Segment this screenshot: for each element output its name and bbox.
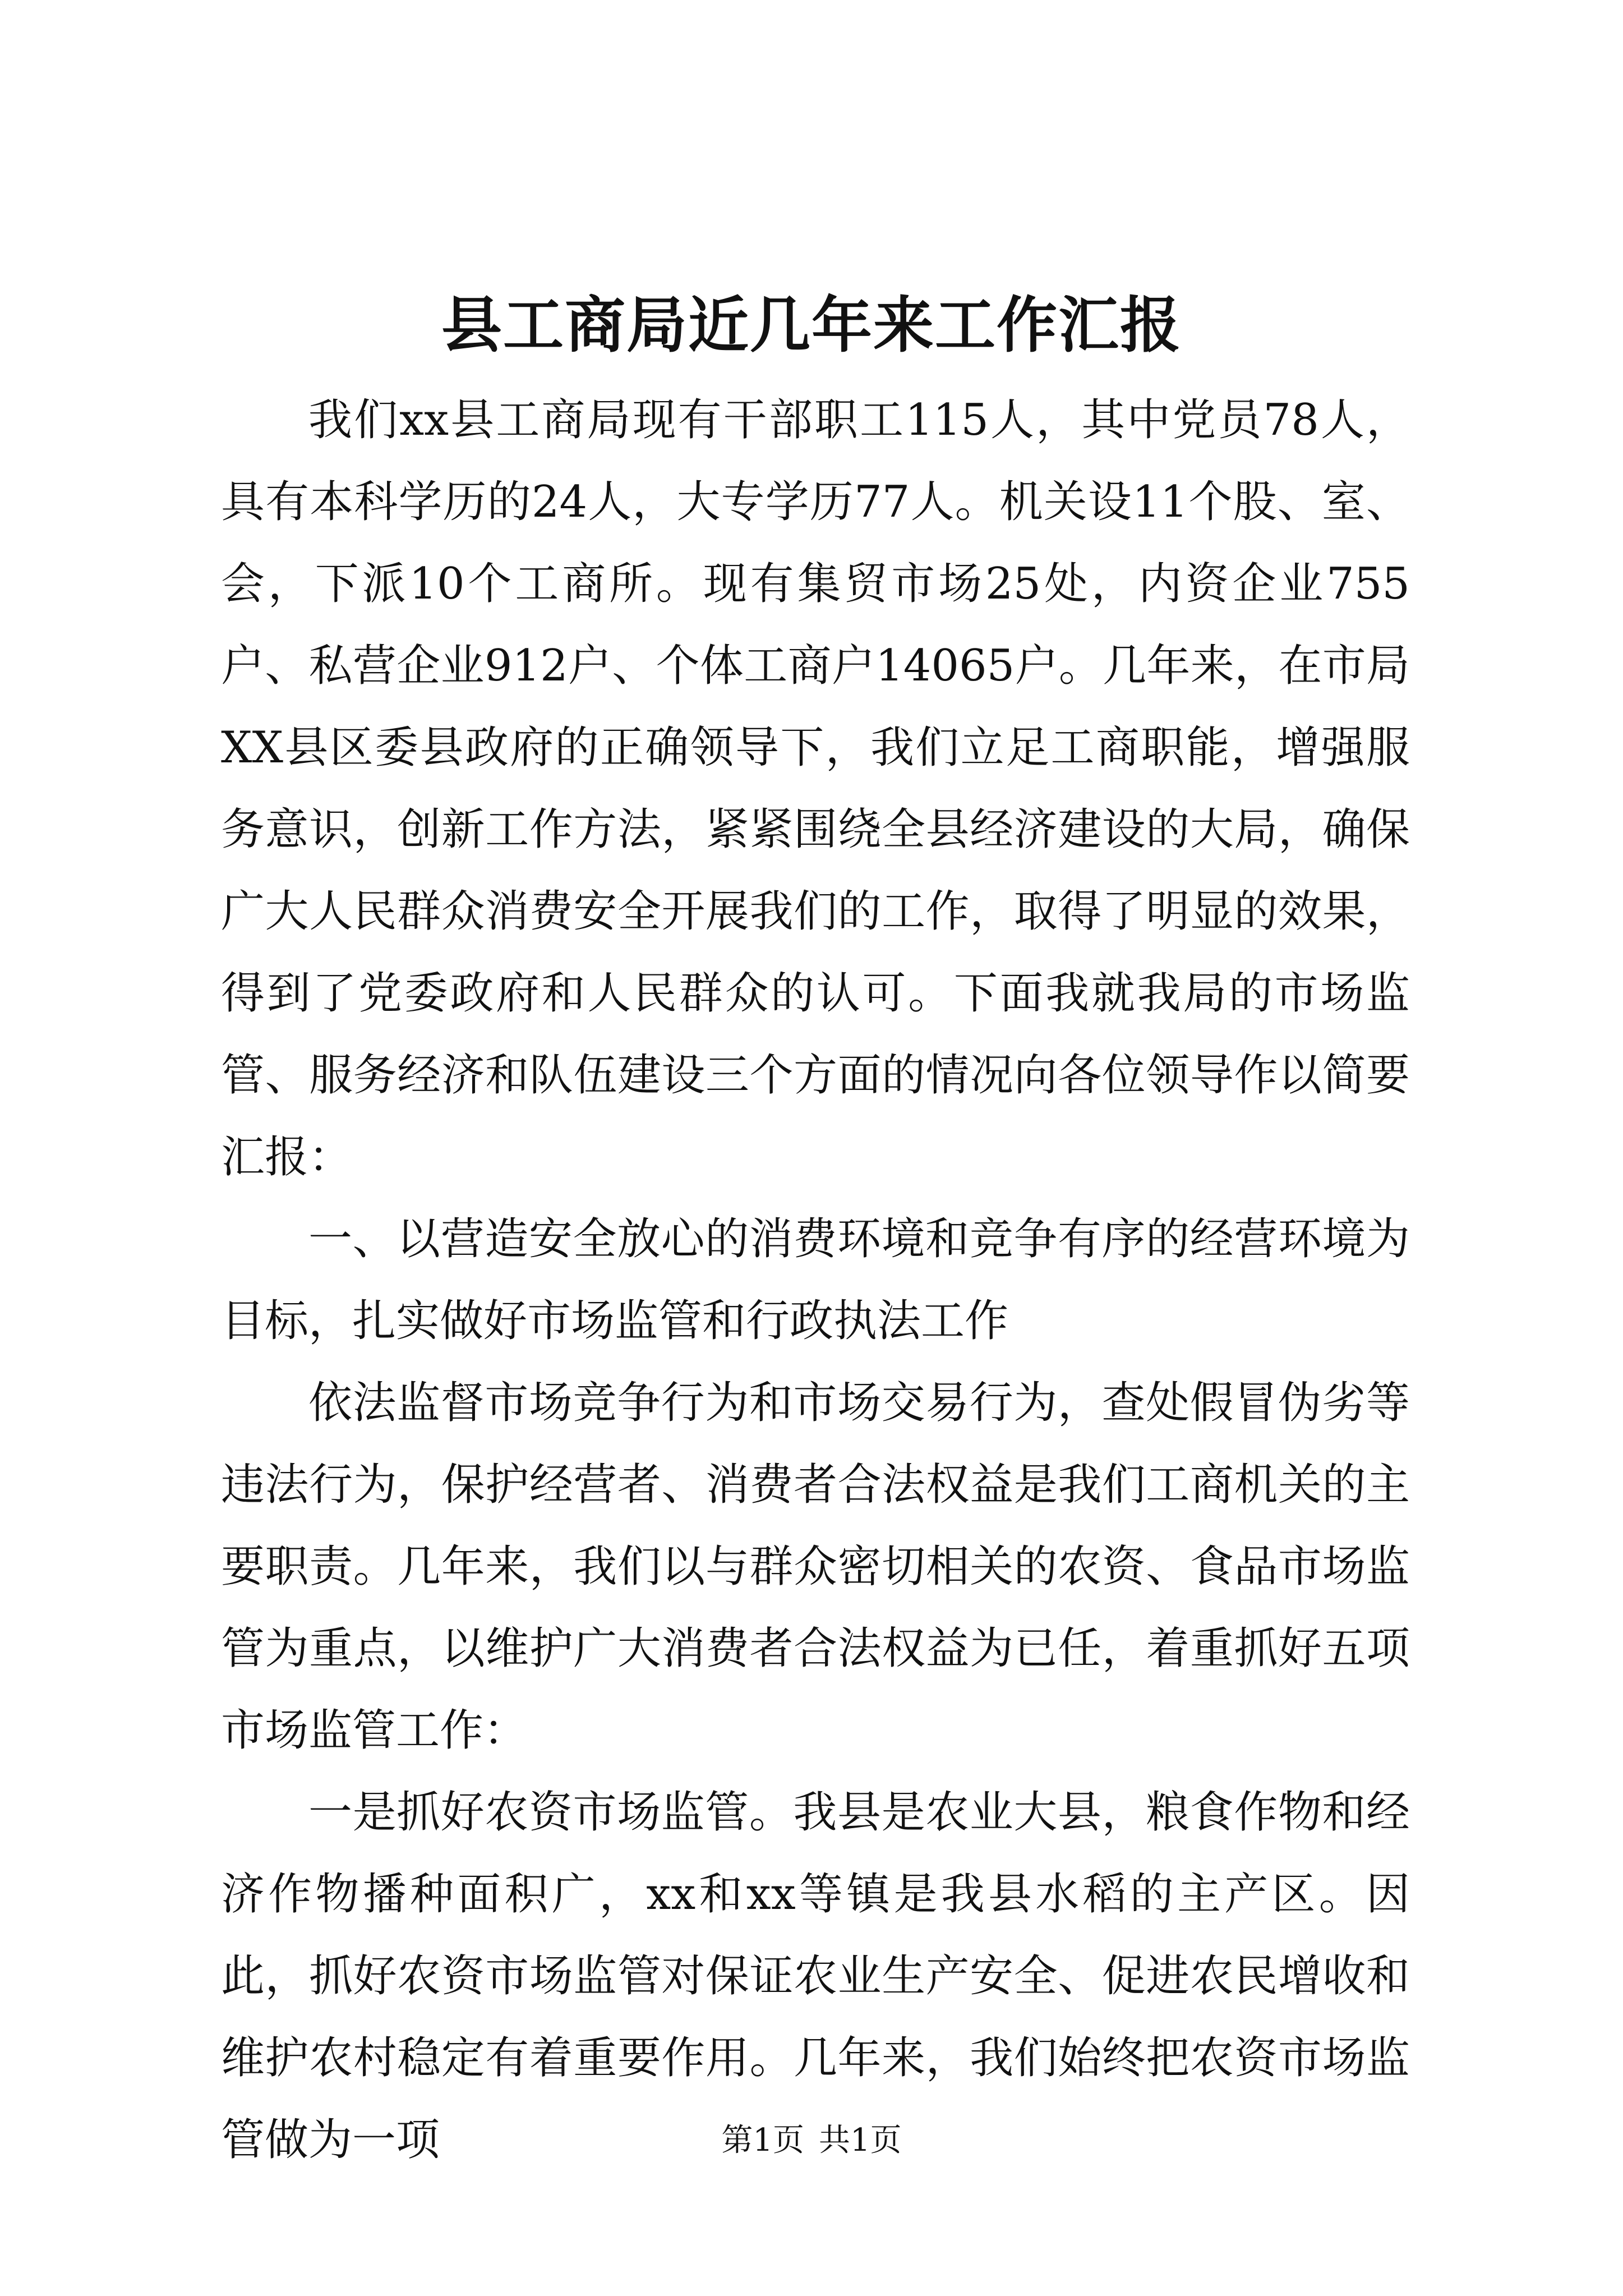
page-number-total: 共1页 [819, 2122, 902, 2159]
page-number-current: 第1页 [721, 2122, 804, 2159]
document-title: 县工商局近几年来工作汇报 [441, 290, 1182, 361]
paragraph-market-supervision: 依法监督市场竞争行为和市场交易行为，查处假冒伪劣等违法行为，保护经营者、消费者合法权益是我们工商机关的主要职责。几年来，我们以与群众密切相关的农资、食品市场监管为重点，以维护广大消费者合法权益为已任，着重抓好五项市场监管工作： [221, 1378, 1410, 1756]
paragraph-intro: 我们xx县工商局现有干部职工115人，其中党员78人，具有本科学历的24人，大专学历77人。机关设11个股、室、会，下派10个工商所。现有集贸市场25处，内资企业755户、私营企业912户、个体工商户14065户。几年来，在市局XX县区委县政府的正确领导下，我们立足工商职能，增强服务意识，创新工作方法，紧紧围绕全县经济建设的大局，确保广大人民群众消费安全开展我们的工作，取得了明显的效果，得到了党委政府和人民群众的认可。下面我就我局的市场监管、服务经济和队伍建设三个方面的情况向各位领导作以简要汇报： [221, 395, 1410, 1182]
document-body [221, 379, 1410, 2181]
page-footer [0, 2118, 1623, 2163]
paragraph-agri-market: 一是抓好农资市场监管。我县是农业大县，粮食作物和经济作物播种面积广，xx和xx等镇是我县水稻的主产区。因此，抓好农资市场监管对保证农业生产安全、促进农民增收和维护农村稳定有着重要作用。几年来，我们始终把农资市场监管做为一项 [221, 1787, 1410, 2165]
paragraph-section-heading-1: 一、以营造安全放心的消费环境和竞争有序的经营环境为目标，扎实做好市场监管和行政执法工作 [221, 1214, 1410, 1346]
